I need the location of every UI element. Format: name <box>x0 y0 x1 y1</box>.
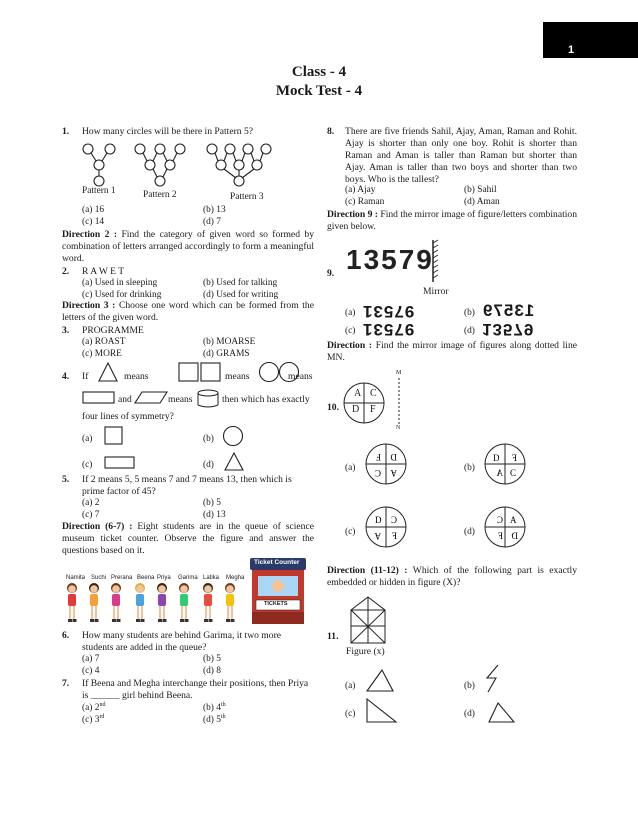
q9-figure-text: 13579 <box>346 244 434 275</box>
svg-text:D: D <box>511 531 518 541</box>
q10-option-c-label: (c) <box>345 527 356 537</box>
q1-option-c: (c) 14 <box>82 217 105 227</box>
q11-figure-x <box>350 596 386 644</box>
q11-option-c-label: (c) <box>345 709 356 719</box>
page-subtitle: Mock Test - 4 <box>275 83 363 99</box>
kid-figure <box>225 583 235 622</box>
q2-number: 2. <box>62 266 70 277</box>
q4-option-d-label: (d) <box>203 460 214 470</box>
q10-option-a-label: (a) <box>345 463 356 473</box>
q5-text: If 2 means 5, 5 means 7 and 7 means 13, then which is prime factor of 45? <box>82 474 292 497</box>
q8-option-a: (a) Ajay <box>345 185 376 195</box>
direction-11-12-text: Which of the following part is exactly embedded or hidden in figure (X)? <box>327 565 577 588</box>
q10-letter-d: D <box>352 404 360 415</box>
student-name-5: Priya <box>157 575 171 581</box>
student-name-6: Garima <box>178 575 198 581</box>
q5-option-a: (a) 2 <box>82 498 100 508</box>
svg-text:C: C <box>496 515 503 525</box>
kid-figure <box>135 583 145 622</box>
q11-figure-caption: Figure (x) <box>346 646 385 657</box>
q1-option-a: (a) 16 <box>82 205 105 215</box>
direction-10-label: Direction : <box>327 340 373 351</box>
q11-number: 11. <box>327 631 339 642</box>
q6-option-d: (d) 8 <box>203 666 221 676</box>
direction-6-7-text: Eight students are in the queue of science museum ticket counter. Observe the figure and answer the questions based on it. <box>62 521 314 556</box>
q4-two-squares-shape <box>178 362 222 382</box>
q4-option-b-label: (b) <box>203 434 214 444</box>
page-title: Class - 4 <box>291 64 347 80</box>
q3-number: 3. <box>62 325 70 336</box>
svg-text:F: F <box>497 531 503 541</box>
ticket-counter-sign: Ticket Counter <box>254 559 300 566</box>
direction-2 <box>62 229 314 265</box>
direction-6-7 <box>62 521 314 557</box>
svg-text:F: F <box>511 453 517 463</box>
q9-option-a-label: (a) <box>345 308 356 318</box>
q7-text: If Beena and Megha interchange their positions, then Priya is ______ girl behind Beena. <box>82 678 309 701</box>
svg-text:C: C <box>510 468 517 478</box>
q4-means-1: means <box>124 371 149 382</box>
q4-option-a-square <box>104 426 124 446</box>
tickets-sign: TICKETS <box>264 601 288 607</box>
q1-text: How many circles will be there in Pattern 5? <box>82 126 254 137</box>
svg-text:D: D <box>493 453 500 463</box>
q2-option-d: (d) Used for writing <box>203 290 279 300</box>
q7-number: 7. <box>62 678 70 689</box>
q5-option-d: (d) 13 <box>203 510 226 520</box>
q4-and: and <box>118 394 132 405</box>
q2-text: R A W E T <box>82 266 125 277</box>
direction-6-7-label: Direction (6-7) : <box>62 521 133 532</box>
q10-figure-circle <box>343 382 387 426</box>
q3-option-d: (d) GRAMS <box>203 349 250 359</box>
direction-2-text: Find the category of given word so formed by combination of letters arranged accordingly to form a meaningful word. <box>62 229 315 264</box>
page-number-tab <box>543 22 638 58</box>
ticket-counter-booth <box>248 556 310 626</box>
student-name-4: Beena <box>137 575 155 581</box>
q10-option-b-label: (b) <box>464 463 475 473</box>
q4-triangle-shape <box>98 362 118 382</box>
q4-line-3: four lines of symmetry? <box>82 411 174 422</box>
q6-option-b: (b) 5 <box>203 654 221 664</box>
q10-option-d-circle <box>484 506 528 550</box>
direction-10 <box>327 340 577 364</box>
q4-means-3: means <box>288 371 313 382</box>
q6-number: 6. <box>62 630 70 641</box>
q9-number: 9. <box>327 268 335 279</box>
svg-text:D: D <box>390 452 397 462</box>
q1-option-b: (b) 13 <box>203 205 226 215</box>
direction-3 <box>62 300 314 324</box>
q10-number: 10. <box>327 402 339 413</box>
q10-option-d-label: (d) <box>464 527 475 537</box>
svg-text:F: F <box>375 452 381 462</box>
m-label: M <box>396 370 402 376</box>
q11-option-c-triangle <box>366 698 398 724</box>
q11-option-b-label: (b) <box>464 681 475 691</box>
q10-option-c-circle <box>365 506 409 550</box>
direction-11-12 <box>327 565 577 589</box>
direction-11-12-label: Direction (11-12) : <box>327 565 408 576</box>
svg-text:A: A <box>510 515 517 525</box>
q9-option-b-label: (b) <box>464 308 475 318</box>
q10-letter-a: A <box>354 388 362 399</box>
q9-option-b-figure: 13579 <box>482 301 535 320</box>
q7-option-d: (d) 5th <box>203 714 226 726</box>
q4-option-a-label: (a) <box>82 434 93 444</box>
svg-text:A: A <box>390 468 397 478</box>
q3-text: PROGRAMME <box>82 325 144 336</box>
kid-figure <box>203 583 213 622</box>
student-name-8: Megha <box>226 575 245 581</box>
direction-9-label: Direction 9 : <box>327 209 378 220</box>
q4-parallelogram-shape <box>134 391 168 405</box>
student-name-1: Namita <box>66 575 86 581</box>
q8-option-d: (d) Aman <box>464 197 500 207</box>
pattern-1-label: Pattern 1 <box>82 186 116 196</box>
q2-option-a: (a) Used in sleeping <box>82 278 158 288</box>
direction-3-text: Choose one word which can be formed from the letters of the given word. <box>62 300 314 323</box>
direction-3-label: Direction 3 : <box>62 300 116 311</box>
q6-option-c: (c) 4 <box>82 666 100 676</box>
direction-9 <box>327 209 577 233</box>
q7-option-b: (b) 4th <box>203 702 226 714</box>
kid-figure <box>89 583 99 622</box>
direction-10-text: Find the mirror image of figures along dotted line MN. <box>327 340 577 363</box>
q3-option-a: (a) ROAST <box>82 337 126 347</box>
q4-cylinder-shape <box>196 389 220 409</box>
svg-text:C: C <box>374 468 381 478</box>
direction-9-text: Find the mirror image of figure/letters combination given below. <box>327 209 578 232</box>
kid-figure <box>179 583 189 622</box>
q4-means-2: means <box>225 371 250 382</box>
q6-option-a: (a) 7 <box>82 654 100 664</box>
dotted-line-mn <box>397 378 401 426</box>
q9-option-c-figure: 97531 <box>362 320 415 339</box>
svg-text:C: C <box>390 515 397 525</box>
mirror-label: Mirror <box>423 286 449 297</box>
q4-option-c-label: (c) <box>82 460 93 470</box>
kid-figure <box>157 583 167 622</box>
q10-option-a-circle <box>365 443 409 487</box>
q9-option-d-label: (d) <box>464 326 475 336</box>
mirror-line <box>431 240 441 284</box>
pattern-3-label: Pattern 3 <box>230 192 264 202</box>
q9-option-d-figure: 13579 <box>482 320 535 339</box>
q5-option-b: (b) 5 <box>203 498 221 508</box>
q7-option-c: (c) 3rd <box>82 714 105 726</box>
q8-text: There are five friends Sahil, Ajay, Aman, Raman and Rohit. Ajay is shorter than only one boy. Rohit is shorter than Raman and Aman is taller than Raman but shorter than Ajay. Aman is taller than two boys and shorter than two boys. Who is the tallest? <box>345 126 577 185</box>
q9-option-a-figure: 97531 <box>362 302 415 321</box>
direction-2-label: Direction 2 : <box>62 229 118 240</box>
q4-then: then which has exactly <box>222 394 310 405</box>
kid-figure <box>111 583 121 622</box>
n-label: N <box>396 425 401 431</box>
q11-option-a-label: (a) <box>345 681 356 691</box>
q4-rectangle-shape <box>82 391 116 405</box>
q5-number: 5. <box>62 474 70 485</box>
q1-number: 1. <box>62 126 70 137</box>
student-name-2: Suchi <box>91 575 107 581</box>
q8-option-c: (c) Raman <box>345 197 385 207</box>
q11-option-b-zigzag <box>484 664 504 694</box>
q4-number: 4. <box>62 371 70 382</box>
student-name-3: Prerana <box>111 575 133 581</box>
q8-number: 8. <box>327 126 335 137</box>
q1-option-d: (d) 7 <box>203 217 221 227</box>
q4-option-b-circle <box>222 426 244 448</box>
q2-option-c: (c) Used for drinking <box>82 290 162 300</box>
q4-option-d-triangle <box>224 452 244 472</box>
q10-letter-c: C <box>370 388 377 399</box>
q3-option-c: (c) MORE <box>82 349 122 359</box>
student-name-7: Latika <box>203 575 220 581</box>
q9-option-c-label: (c) <box>345 326 356 336</box>
pattern-2-label: Pattern 2 <box>143 190 177 200</box>
q11-option-d-label: (d) <box>464 709 475 719</box>
kid-figure <box>67 583 77 622</box>
svg-text:A: A <box>496 468 503 478</box>
q2-option-b: (b) Used for talking <box>203 278 278 288</box>
q8-option-b: (b) Sahil <box>464 185 497 195</box>
q6-text: How many students are behind Garima, it two more students are added in the queue? <box>82 630 282 653</box>
q7-option-a: (a) 2nd <box>82 702 106 714</box>
q10-letter-f: F <box>370 404 376 415</box>
q11-option-a-triangle <box>366 669 394 693</box>
svg-text:F: F <box>391 531 397 541</box>
page-number: 1 <box>568 44 575 56</box>
q4-means-4: means <box>168 394 193 405</box>
students-queue-illustration <box>64 582 254 626</box>
svg-text:D: D <box>375 515 382 525</box>
q3-option-b: (b) MOARSE <box>203 337 256 347</box>
q4-option-c-rectangle <box>104 456 136 470</box>
svg-text:A: A <box>374 531 381 541</box>
q4-if: If <box>82 371 89 382</box>
q5-option-c: (c) 7 <box>82 510 100 520</box>
q10-option-b-circle <box>484 443 528 487</box>
q11-option-d-triangle <box>488 702 516 724</box>
